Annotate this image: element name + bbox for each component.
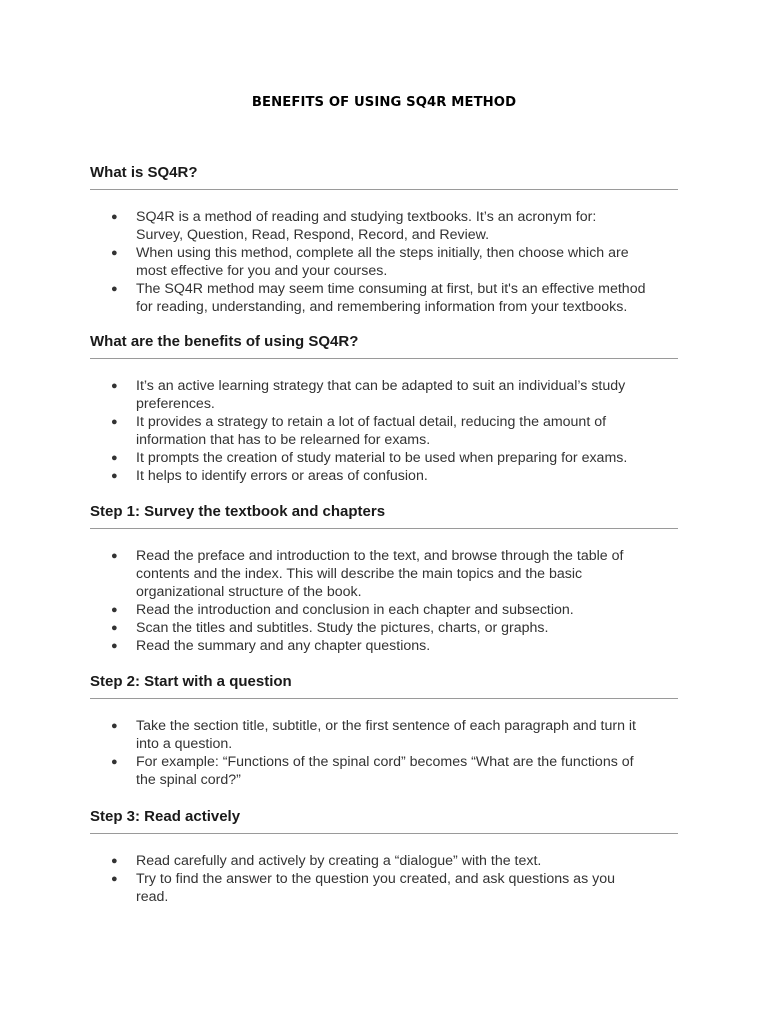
list-item-line: Try to find the answer to the question you created, and ask questions as you: [136, 871, 615, 887]
bullet-icon: ●: [111, 756, 118, 768]
list-item-line: Read the summary and any chapter questions.: [136, 638, 431, 654]
list-item-line: When using this method, complete all the steps initially, then choose which are: [136, 245, 629, 261]
section-what-is-sq4r: [90, 163, 678, 316]
list-item: [90, 280, 678, 316]
section-step-3: [90, 807, 678, 906]
list-item-line: organizational structure of the book.: [136, 584, 362, 600]
list-item-line: contents and the index. This will describe the main topics and the basic: [136, 566, 583, 582]
list-item-line: Scan the titles and subtitles. Study the pictures, charts, or graphs.: [136, 620, 549, 636]
list-item: [90, 852, 678, 870]
list-item-line: For example: “Functions of the spinal cord” becomes “What are the functions of: [136, 754, 634, 770]
list-item-line: read.: [136, 889, 169, 905]
bullet-list: [90, 547, 678, 655]
section-heading: What is SQ4R?: [90, 163, 678, 190]
bullet-icon: ●: [111, 452, 118, 464]
bullet-icon: ●: [111, 720, 118, 732]
list-item-line: most effective for you and your courses.: [136, 263, 388, 279]
bullet-icon: ●: [111, 247, 118, 259]
list-item-line: for reading, understanding, and remembering information from your textbooks.: [136, 299, 628, 315]
bullet-list: [90, 208, 678, 316]
list-item-line: SQ4R is a method of reading and studying textbooks. It’s an acronym for:: [136, 209, 597, 225]
list-item: [90, 870, 678, 906]
bullet-icon: ●: [111, 873, 118, 885]
bullet-icon: ●: [111, 470, 118, 482]
section-heading: Step 2: Start with a question: [90, 672, 678, 699]
section-heading: Step 1: Survey the textbook and chapters: [90, 502, 678, 529]
list-item-line: It prompts the creation of study material to be used when preparing for exams.: [136, 450, 628, 466]
list-item: [90, 717, 678, 753]
list-item-line: It’s an active learning strategy that can be adapted to suit an individual’s study: [136, 378, 626, 394]
list-item-line: It provides a strategy to retain a lot of factual detail, reducing the amount of: [136, 414, 607, 430]
section-step-1: [90, 502, 678, 655]
list-item: [90, 449, 678, 467]
list-item-line: into a question.: [136, 736, 233, 752]
list-item-line: Survey, Question, Read, Respond, Record, and Review.: [136, 227, 490, 243]
bullet-icon: ●: [111, 855, 118, 867]
bullet-icon: ●: [111, 211, 118, 223]
list-item: [90, 637, 678, 655]
bullet-icon: ●: [111, 640, 118, 652]
list-item: [90, 601, 678, 619]
list-item-line: information that has to be relearned for exams.: [136, 432, 431, 448]
section-heading: Step 3: Read actively: [90, 807, 678, 834]
list-item-line: Take the section title, subtitle, or the first sentence of each paragraph and turn it: [136, 718, 637, 734]
list-item-line: Read the introduction and conclusion in each chapter and subsection.: [136, 602, 574, 618]
section-benefits: [90, 332, 678, 485]
list-item: [90, 413, 678, 449]
list-item-line: It helps to identify errors or areas of confusion.: [136, 468, 428, 484]
list-item: [90, 244, 678, 280]
list-item: [90, 753, 678, 789]
bullet-icon: ●: [111, 622, 118, 634]
section-step-2: [90, 672, 678, 789]
bullet-icon: ●: [111, 416, 118, 428]
bullet-icon: ●: [111, 604, 118, 616]
bullet-icon: ●: [111, 380, 118, 392]
bullet-list: [90, 717, 678, 789]
list-item-line: preferences.: [136, 396, 215, 412]
list-item-line: the spinal cord?”: [136, 772, 241, 788]
list-item: [90, 547, 678, 601]
document-title: BENEFITS OF USING SQ4R METHOD: [251, 95, 517, 110]
bullet-list: [90, 377, 678, 485]
list-item: [90, 208, 678, 244]
section-heading: What are the benefits of using SQ4R?: [90, 332, 678, 359]
bullet-icon: ●: [111, 283, 118, 295]
list-item-line: Read the preface and introduction to the text, and browse through the table of: [136, 548, 624, 564]
list-item: [90, 467, 678, 485]
list-item-line: Read carefully and actively by creating a “dialogue” with the text.: [136, 853, 542, 869]
bullet-list: [90, 852, 678, 906]
list-item: [90, 619, 678, 637]
list-item-line: The SQ4R method may seem time consuming at first, but it's an effective method: [136, 281, 646, 297]
bullet-icon: ●: [111, 550, 118, 562]
list-item: [90, 377, 678, 413]
